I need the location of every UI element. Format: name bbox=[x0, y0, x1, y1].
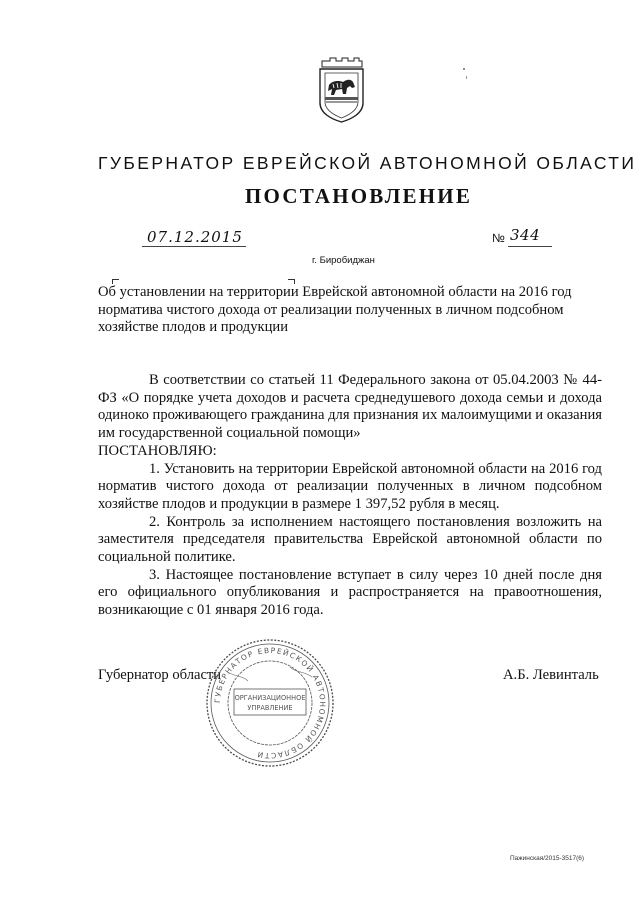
issuer-title: ГУБЕРНАТОР ЕВРЕЙСКОЙ АВТОНОМНОЙ ОБЛАСТИ bbox=[98, 153, 637, 173]
handwritten-number: 344 bbox=[510, 226, 541, 244]
subject-title: Об установлении на территории Еврейской автономной области на 2016 год норматива чистого дохода от реализации полученных в личном подсобном хозяйстве плодов и продукции bbox=[98, 284, 572, 336]
coat-of-arms-icon bbox=[316, 57, 367, 123]
city-line: г. Биробиджан bbox=[312, 255, 375, 266]
decree-item-3: 3. Настоящее постановление вступает в силу через 10 дней после дня его официального опубликования и распространяется на правоотношения, возникающие с 01 января 2016 года. bbox=[98, 566, 602, 619]
date-underline bbox=[142, 246, 246, 247]
decree-item-1: 1. Установить на территории Еврейской автономной области на 2016 год норматив чистого дохода от реализации полученных в личном подсобном хозяйстве плодов и продукции в размере 1 397,52 рубля в месяц. bbox=[98, 460, 602, 512]
document-type-title: ПОСТАНОВЛЕНИЕ bbox=[245, 184, 473, 208]
number-underline bbox=[508, 246, 552, 247]
decree-item-2: 2. Контроль за исполнением настоящего постановления возложить на заместителя председателя правительства Еврейской автономной области по социальной политике. bbox=[98, 513, 602, 566]
scan-speck bbox=[466, 76, 467, 79]
scan-speck bbox=[463, 68, 465, 70]
number-label: № bbox=[492, 231, 505, 245]
seal-center-line-1: ОРГАНИЗАЦИОННОЕ bbox=[234, 694, 306, 702]
legal-basis-paragraph: В соответствии со статьей 11 Федерального закона от 05.04.2003 № 44-ФЗ «О порядке учета доходов и расчета среднедушевого дохода семьи и дохода одиноко проживающего гражданина для признания их малоимущими и оказания им государственной социальной помощи» bbox=[98, 372, 602, 442]
footer-registration-code: Пажинская/2015-3517(6) bbox=[510, 855, 585, 862]
seal-ring-text: ГУБЕРНАТОР ЕВРЕЙСКОЙ АВТОНОМНОЙ ОБЛАСТИ bbox=[212, 645, 328, 761]
signer-name: А.Б. Левинталь bbox=[503, 667, 599, 683]
official-seal-stamp bbox=[204, 637, 336, 769]
seal-center-line-2: УПРАВЛЕНИЕ bbox=[247, 704, 293, 712]
signer-role: Губернатор области bbox=[98, 667, 222, 683]
document-body bbox=[98, 372, 602, 620]
handwritten-date: 07.12.2015 bbox=[147, 228, 243, 246]
decree-word: ПОСТАНОВЛЯЮ: bbox=[98, 442, 217, 459]
